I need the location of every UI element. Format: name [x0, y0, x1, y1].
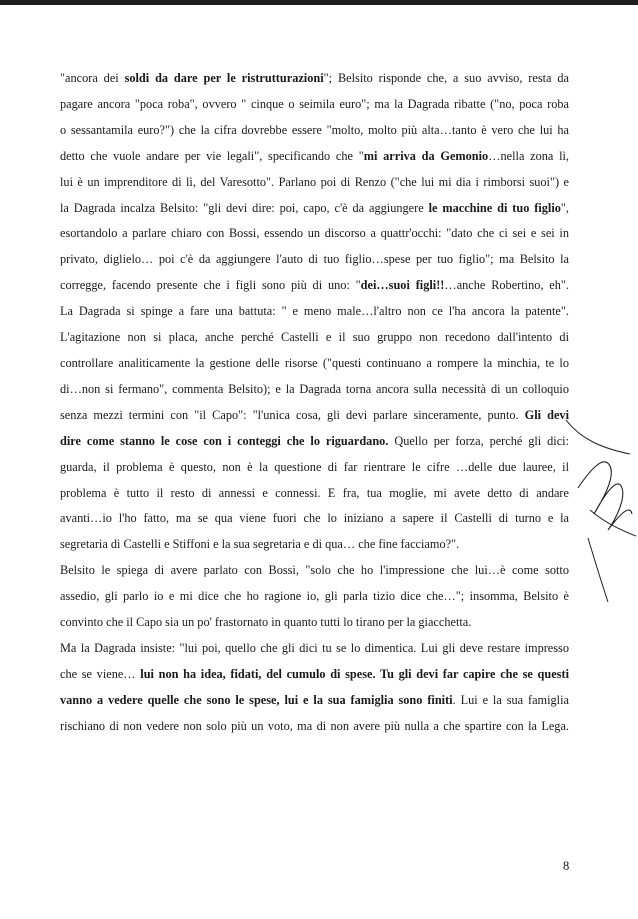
text-line — [60, 584, 569, 610]
top-border-rule — [0, 0, 638, 5]
text-line — [60, 351, 569, 377]
text-segment: . Lui e la sua famiglia — [452, 692, 569, 707]
text-segment: che se viene… — [60, 666, 141, 681]
text-segment: esortandolo a parlare chiaro con Bossi, essendo un discorso a quattr'occhi: "dato che ci sei e sei in — [60, 226, 569, 241]
text-segment: "; Belsito risponde che, a suo avviso, resta da — [323, 71, 569, 85]
text-segment: controllare analiticamente la gestione delle risorse ("questi continuano a rompere la minchia, te lo — [60, 355, 569, 370]
text-segment: Quello per forza, perché gli dici: — [388, 433, 569, 448]
text-segment: …nella zona lì, — [488, 148, 570, 163]
bold-text-segment: dei…suoi figli!! — [360, 278, 445, 293]
page-number: 8 — [563, 859, 570, 873]
text-segment: Ma la Dagrada insiste: "lui poi, quello che gli dici tu se lo dimentica. Lui gli deve restare impresso — [60, 640, 569, 655]
text-segment: corregge, facendo presente che i figli sono più di uno: " — [60, 278, 361, 293]
text-line — [60, 196, 569, 222]
text-segment: "ancora dei — [60, 71, 125, 85]
text-segment: la Dagrada incalza Belsito: "gli devi dire: poi, capo, c'è da aggiungere — [60, 200, 429, 215]
text-line — [60, 221, 569, 247]
text-segment: di…non si fermano", commenta Belsito); e la Dagrada torna ancora sulla necessità di un colloquio — [60, 381, 569, 396]
text-line — [60, 688, 569, 714]
text-line — [60, 273, 569, 299]
text-segment: pagare ancora "poca roba", ovvero " cinque o seimila euro"; ma la Dagrada ribatte ("no, poca roba — [60, 96, 569, 111]
text-segment: detto che vuole andare per vie legali", specificando che " — [60, 148, 364, 163]
text-segment: …anche Robertino, eh". — [444, 278, 569, 293]
text-line — [60, 118, 569, 144]
text-line — [60, 662, 569, 688]
text-line — [60, 299, 569, 325]
bold-text-segment: dire come stanno le cose con i conteggi che lo riguardano. — [60, 433, 389, 448]
text-line — [60, 247, 569, 273]
text-segment: ", — [560, 200, 569, 215]
text-segment: segretaria di Castelli e Stiffoni e la sua segretaria e di qua… che fine facciamo?". — [60, 537, 460, 552]
bold-text-segment: soldi da dare per le ristrutturazioni — [124, 71, 324, 85]
text-segment: lui è un imprenditore di lì, del Varesotto". Parlano poi di Renzo ("che lui mi dia i rimborsi suoi") e — [60, 174, 569, 189]
text-line — [60, 532, 569, 558]
bold-text-segment: Gli devi — [524, 407, 569, 422]
text-segment: avanti…io l'ho fatto, ma se qua viene fuori che lo iniziano a sapere il Castelli di turno e la — [60, 511, 569, 526]
text-line — [60, 558, 569, 584]
text-segment: assedio, gli parlo io e mi dice che ho ragione io, gli parla tizio dice che…"; insomma, Belsito è — [60, 589, 569, 604]
text-segment: senza mezzi termini con "il Capo": "l'unica cosa, gli devi parlare sinceramente, punto. — [60, 407, 525, 422]
text-line — [60, 714, 569, 740]
text-line — [60, 377, 569, 403]
text-line — [60, 455, 569, 481]
bold-text-segment: vanno a vedere quelle che sono le spese, lui e la sua famiglia sono finiti — [60, 692, 453, 707]
text-line — [60, 92, 569, 118]
text-line — [60, 170, 569, 196]
text-line — [60, 506, 569, 532]
text-line — [60, 66, 569, 92]
bold-text-segment: lui non ha idea, fidati, del cumulo di spese. Tu gli devi far capire che se questi — [140, 666, 569, 681]
text-line — [60, 403, 569, 429]
text-segment: La Dagrada si spinge a fare una battuta: " e meno male…l'altro non ce l'ha ancora la patente". — [60, 304, 569, 319]
bold-text-segment: mi arriva da Gemonio — [363, 148, 489, 163]
text-segment: rischiano di non vedere non solo più un voto, ma di non avere più nulla a che spartire con la Lega. — [60, 718, 569, 733]
text-segment: privato, diglielo… poi c'è da aggiungere l'auto di tuo figlio…spese per tuo figlio"; ma Belsito la — [60, 252, 569, 267]
handwritten-signature — [560, 418, 638, 608]
text-segment: problema è tutto il resto di annessi e connessi. E fra, tua moglie, mi avete detto di andare — [60, 485, 569, 500]
text-segment: Belsito le spiega di avere parlato con Bossi, "solo che ho l'impressione che lui…è come sotto — [60, 563, 569, 578]
text-line — [60, 144, 569, 170]
bold-text-segment: le macchine di tuo figlio — [428, 200, 561, 215]
document-body — [60, 66, 569, 740]
text-line — [60, 610, 569, 636]
text-line — [60, 481, 569, 507]
text-segment: L'agitazione non si placa, anche perché Castelli e il suo gruppo non recedono dall'intento di — [60, 330, 569, 345]
text-line — [60, 325, 569, 351]
text-segment: convinto che il Capo sia un po' frastornato in quanto tutti lo tirano per la giacchetta. — [60, 615, 472, 630]
text-segment: o sessantamila euro?") che la cifra dovrebbe essere "molto, molto più alta…tanto è vero che lui ha — [60, 122, 569, 137]
text-line — [60, 429, 569, 455]
text-segment: guarda, il problema è questo, non è la questione di far rientrare le cifre …delle due lauree, il — [60, 459, 569, 474]
text-line — [60, 636, 569, 662]
